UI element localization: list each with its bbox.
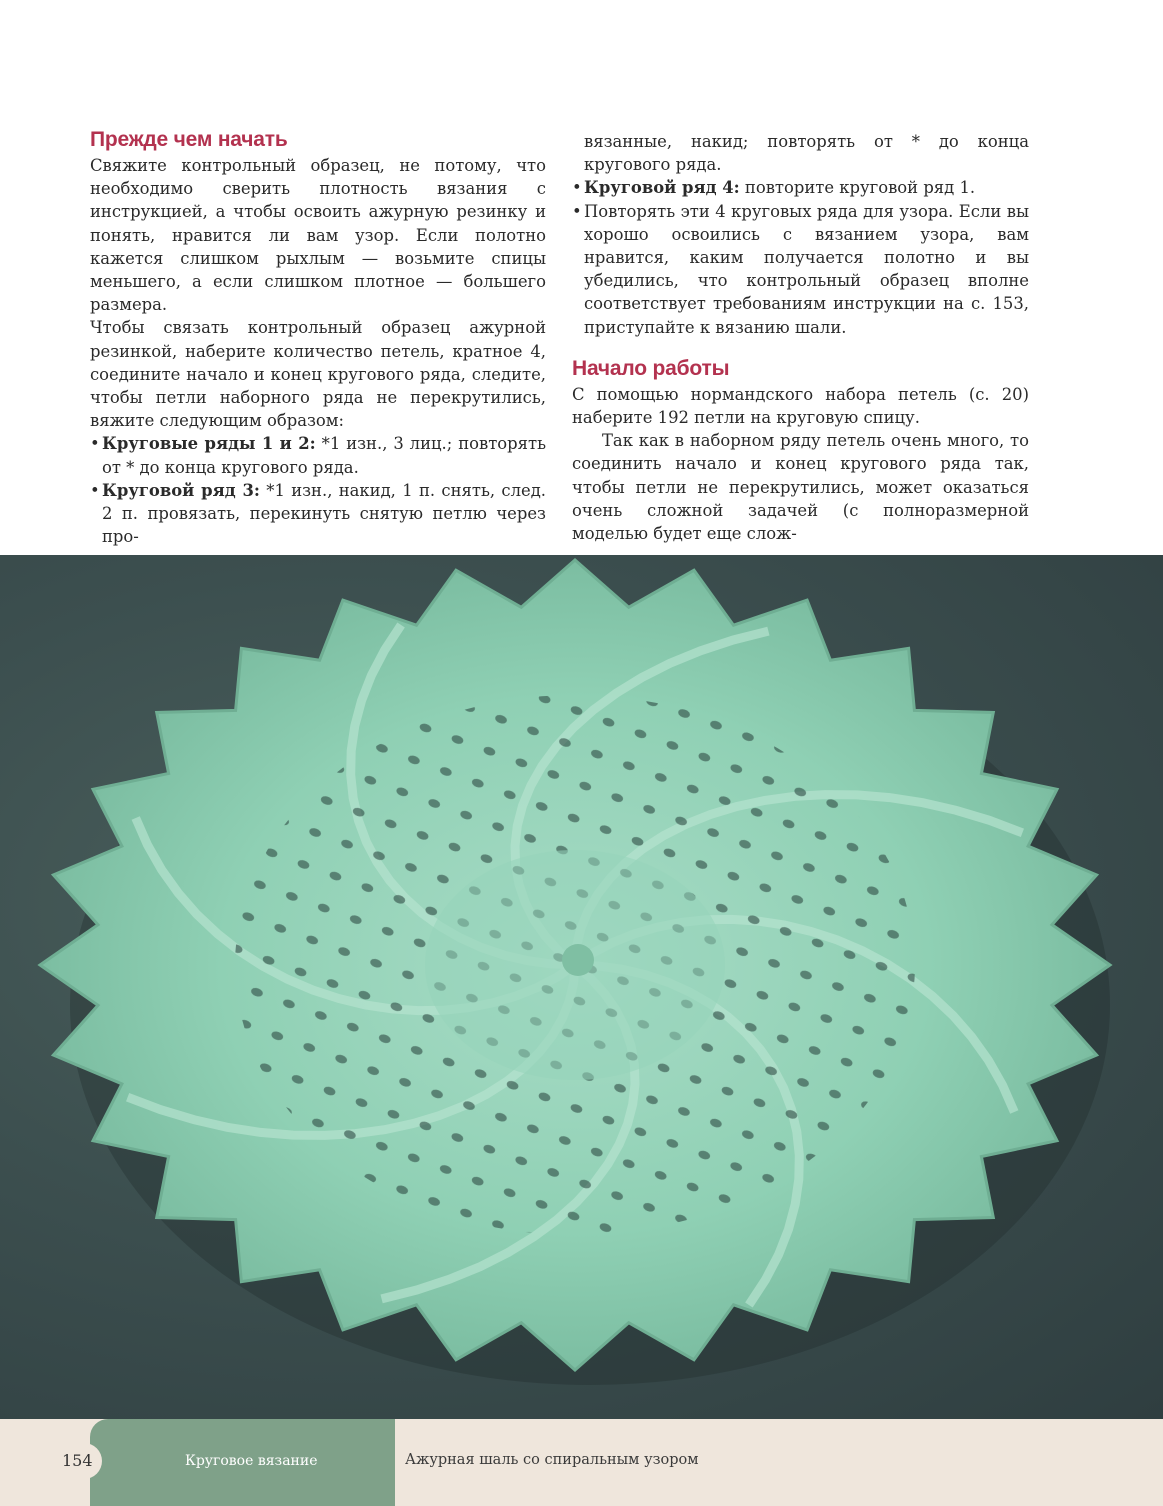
section-title: Круговое вязание — [185, 1453, 318, 1469]
page-number: 154 — [50, 1443, 102, 1479]
lace-doily-illustration — [0, 555, 1163, 1419]
page-footer — [0, 1419, 1163, 1506]
right-column — [572, 130, 1029, 545]
paragraph: С помощью нормандского набора петель (с. 20) наберите 192 петли на круговую спицу. — [572, 384, 1029, 428]
section-heading-getting-started: Начало работы — [572, 356, 730, 380]
round-label: Круговые ряды 1 и 2: — [102, 434, 316, 454]
round-text: *1 изн., 3 лиц.; повторять от * до конца кругового ряда. — [102, 434, 546, 477]
bullet-symbol: • — [90, 480, 100, 500]
knitted-swatch-photo — [0, 555, 1163, 1419]
paragraph: Свяжите контрольный образец, не потому, что необходимо сверить плотность вязания с инструкцией, а чтобы освоить ажурную резинку и понять, нравится ли вам узор. Если полотно кажется слишком рыхлым — возьмите спицы меньшего, а если слишком плотное — большего размера. — [90, 156, 546, 315]
round-label: Круговой ряд 3: — [102, 480, 260, 500]
bullet-symbol: • — [572, 178, 582, 198]
round-text: *1 изн., накид, 1 п. снять, след. 2 п. провязать, перекинуть снятую петлю через про- — [102, 480, 546, 547]
bullet-symbol: • — [572, 201, 582, 221]
continued-text: вязанные, накид; повторять от * до конца кругового ряда. — [584, 132, 1029, 175]
round-text: Повторять эти 4 круговых ряда для узора. Если вы хорошо освоились с вязанием узора, вам нравится, каким получается полотно и вы убедились, что контрольный образец вполне соответствует требованиям инструкции на с. 153, приступайте к вязанию шали. — [584, 201, 1029, 337]
round-label: Круговой ряд 4: — [584, 178, 740, 198]
paragraph: Так как в наборном ряду петель очень много, то соединить начало и конец кругового ряда так, чтобы петли не перекрутились, может оказаться очень сложной задачей (с полноразмерной моделью будет еще слож- — [572, 431, 1029, 544]
section-heading-before-start: Прежде чем начать — [90, 128, 288, 151]
list-item — [572, 200, 1029, 339]
list-item — [90, 432, 546, 478]
round-text: повторите круговой ряд 1. — [739, 178, 976, 198]
paragraph: Чтобы связать контрольный образец ажурной резинкой, наберите количество петель, кратное 4, соедините начало и конец кругового ряда, следите, чтобы петли наборного ряда не перекрутились, вяжите следующим образом: — [90, 318, 546, 431]
list-item — [572, 176, 1029, 199]
list-item — [90, 479, 546, 549]
left-column — [90, 127, 546, 548]
chapter-title: Ажурная шаль со спиральным узором — [405, 1452, 699, 1468]
bullet-symbol: • — [90, 434, 100, 454]
